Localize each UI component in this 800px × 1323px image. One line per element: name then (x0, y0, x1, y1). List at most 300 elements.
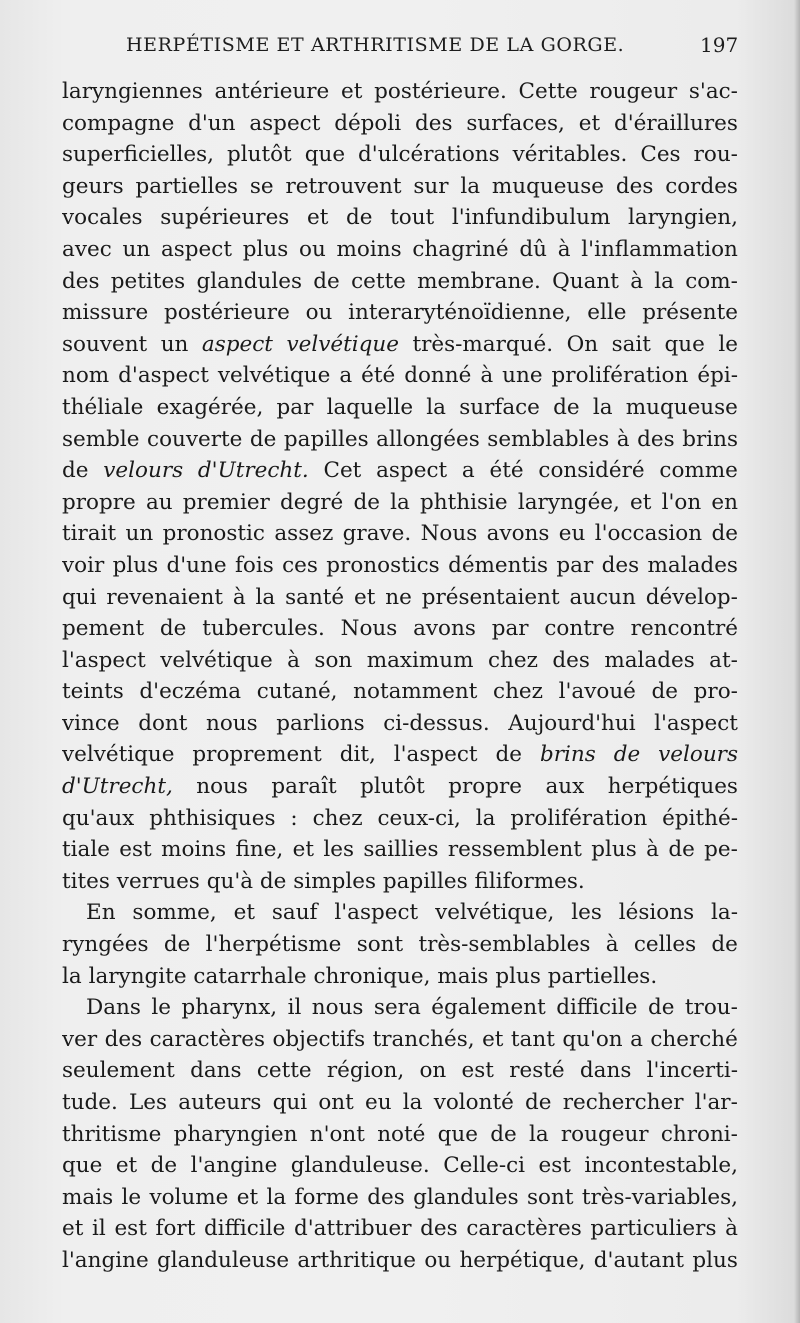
word: le (121, 1184, 142, 1210)
word: se (249, 173, 274, 199)
word: papilles (283, 426, 369, 452)
word: et (306, 205, 329, 231)
word: chroni- (660, 1121, 738, 1147)
word: la (255, 584, 276, 610)
word: velours (103, 458, 184, 484)
text-line (62, 518, 738, 550)
word: l'angine (62, 1247, 149, 1273)
word: qu'aux (62, 805, 135, 831)
word: également (431, 995, 546, 1021)
word: filiformes. (474, 868, 585, 894)
word: on (419, 1058, 447, 1084)
word: que (664, 331, 705, 357)
word: glanduleuse (156, 1247, 290, 1273)
word: grave. (342, 521, 412, 547)
word: de (353, 489, 380, 515)
word: voir (62, 552, 105, 578)
word: d'un (188, 110, 236, 136)
word: de (345, 205, 373, 231)
word: sont (356, 932, 404, 958)
word: phthisie (420, 489, 508, 515)
word: de (163, 932, 191, 958)
word: Nous (420, 521, 478, 547)
word: cordes (665, 173, 738, 199)
word: tirait (62, 521, 117, 547)
word: brins (682, 426, 738, 452)
word: couverte (147, 426, 243, 452)
word: un (160, 331, 189, 357)
word: superficielles, (62, 142, 214, 168)
word: mais (437, 963, 489, 989)
word: petites (110, 268, 186, 294)
body-text (62, 76, 738, 1277)
word: aux (545, 774, 585, 800)
word: l'aspect (654, 710, 738, 736)
text-line (62, 803, 738, 835)
word: noté (377, 1121, 426, 1147)
word: sait (611, 331, 651, 357)
word: d'éraillures (613, 110, 738, 136)
word: at- (709, 647, 738, 673)
word: revenaient (106, 584, 223, 610)
word: la (426, 394, 446, 420)
word: velvétique (62, 742, 175, 768)
word: cette (256, 1058, 312, 1084)
word: tant (510, 1026, 555, 1052)
word: tites (62, 868, 110, 894)
word: contre (544, 616, 615, 642)
word: laryngite (88, 963, 187, 989)
word: seulement (62, 1058, 175, 1084)
word: dont (138, 710, 188, 736)
word: et (236, 1184, 259, 1210)
word: partielles (135, 173, 239, 199)
word: théliale (62, 394, 144, 420)
word: Celle-ci (443, 1153, 526, 1179)
text-line (62, 897, 738, 929)
word: pronostics (326, 552, 440, 578)
word: volume (149, 1184, 229, 1210)
word: sera (373, 995, 421, 1021)
word: véritables. (512, 142, 628, 168)
word: avons (413, 616, 476, 642)
word: la (402, 1090, 423, 1115)
word: la (654, 268, 674, 294)
text-line (62, 392, 738, 424)
word: : (290, 805, 298, 831)
word: tiale (62, 837, 110, 863)
word: aspect (201, 331, 273, 357)
word: des (637, 426, 675, 452)
word: vince (62, 710, 120, 736)
word: On (566, 331, 599, 357)
word: tubercules. (202, 616, 325, 642)
word: pharyngien (173, 1121, 298, 1147)
word: en (711, 489, 738, 515)
word: l'angine (190, 1153, 278, 1179)
word: d'aspect (118, 363, 209, 389)
word: difficile (204, 1216, 286, 1242)
word: ryngées (62, 932, 149, 958)
word: très-marqué. (412, 331, 554, 357)
text-line (62, 866, 738, 898)
word: malades (647, 552, 738, 578)
word: ou (299, 236, 326, 262)
word: à (725, 1216, 738, 1242)
word: herpétiques (607, 774, 738, 800)
word: des (104, 1026, 143, 1052)
word: des (367, 1184, 405, 1210)
word: que (304, 142, 346, 168)
word: rougeur (560, 1121, 649, 1147)
word: des (615, 173, 654, 199)
word: que (62, 1153, 103, 1179)
text-line (62, 1024, 738, 1056)
word: de (651, 679, 679, 705)
word: l'aspect (334, 900, 419, 926)
word: maximum (366, 647, 474, 673)
word: d'autant (593, 1247, 685, 1273)
text-line (62, 1150, 738, 1182)
word: allongées (376, 426, 480, 452)
word: est (119, 837, 152, 863)
word: velvétique, (435, 900, 555, 926)
word: de (553, 394, 580, 420)
word: l'aspect (62, 647, 146, 673)
word: des (601, 552, 640, 578)
word: plus (591, 837, 637, 863)
word: à (630, 268, 644, 294)
word: com- (685, 268, 738, 294)
word: d'ulcérations (358, 142, 500, 168)
word: laryngiennes (62, 79, 203, 104)
word: elle (587, 300, 627, 326)
word: de (647, 995, 675, 1021)
word: objectifs (272, 1026, 366, 1052)
word: Quant (552, 268, 619, 294)
word: aucun (569, 584, 636, 610)
text-line (62, 708, 738, 740)
word: le (718, 331, 738, 357)
word: parlions (276, 710, 365, 736)
word: premier (182, 489, 270, 515)
word: pe- (704, 837, 738, 863)
word: a (339, 363, 353, 389)
word: proprement (192, 742, 322, 768)
word: postérieure. (374, 79, 507, 104)
page-edge-shadow (794, 0, 800, 1323)
word: degré (280, 489, 344, 515)
word: avec (62, 236, 112, 262)
word: somme, (132, 900, 217, 926)
word: donné (404, 363, 472, 389)
word: pro- (693, 679, 738, 705)
word: catarrhale (193, 963, 307, 989)
word: chagriné (412, 236, 509, 262)
word: et (62, 1216, 84, 1242)
word: chez (312, 805, 363, 831)
word: des (420, 1216, 458, 1242)
word: ressemblent (447, 837, 582, 863)
word: rougeur (589, 79, 678, 104)
text-line (62, 108, 738, 140)
word: saillies (363, 837, 439, 863)
word: plutôt (226, 142, 292, 168)
word: surface (459, 394, 540, 420)
word: et (482, 1026, 504, 1052)
word: et (354, 584, 376, 610)
word: difficile (556, 995, 638, 1021)
word: dit, (339, 742, 376, 768)
text-line (62, 360, 738, 392)
word: tout (390, 205, 435, 231)
word: Dans (86, 995, 141, 1021)
text-line (62, 487, 738, 519)
text-line (62, 834, 738, 866)
word: velvétique (286, 331, 399, 357)
word: partielles. (547, 963, 658, 989)
word: est (538, 1153, 571, 1179)
word: rencontré (630, 616, 738, 642)
word: nous (311, 995, 364, 1021)
word: de (495, 742, 523, 768)
word: de (313, 268, 340, 294)
word: sur (413, 173, 449, 199)
word: et (341, 79, 363, 104)
word: de (150, 1153, 178, 1179)
word: d'Utrecht, (62, 774, 173, 800)
word: laryngien, (627, 205, 738, 231)
text-line (62, 771, 738, 803)
word: l'aspect (393, 742, 478, 768)
word: Cet (323, 458, 362, 484)
word: qu'à (206, 868, 254, 894)
text-line (62, 297, 738, 329)
word: eu (558, 521, 586, 547)
word: ceux-ci, (377, 805, 461, 831)
word: de (711, 932, 738, 958)
word: présente (642, 300, 738, 326)
text-line (62, 550, 738, 582)
word: tude. (62, 1090, 118, 1115)
word: interaryténoïdienne, (348, 300, 572, 326)
word: fort (155, 1216, 196, 1242)
text-line (62, 1213, 738, 1245)
word: l'inflammation (581, 236, 738, 262)
word: et (292, 837, 314, 863)
word: cutané, (256, 679, 338, 705)
word: l'herpétisme (205, 932, 342, 958)
word: retrouvent (285, 173, 402, 199)
word: avons (486, 521, 550, 547)
word: les (571, 900, 602, 926)
word: propre (448, 774, 523, 800)
word: la (62, 963, 82, 989)
word: glanduleuse. (290, 1153, 430, 1179)
word: trou- (684, 995, 738, 1021)
text-line (62, 329, 738, 361)
running-head: HERPÉTISME ET ARTHRITISME DE LA GORGE. (126, 34, 625, 56)
text-line (62, 992, 738, 1024)
word: propre (62, 489, 136, 515)
text-line (62, 645, 738, 677)
word: tranchés, (372, 1026, 475, 1052)
word: souvent (62, 331, 148, 357)
word: la (460, 173, 481, 199)
word: la- (711, 900, 738, 926)
word: il (92, 1216, 106, 1242)
word: auteurs (178, 1090, 262, 1115)
text-line (62, 171, 738, 203)
word: nous (205, 710, 258, 736)
word: pronostic (162, 521, 265, 547)
word: En (86, 900, 116, 926)
text-line (62, 1087, 738, 1119)
word: d'Utrecht. (197, 458, 309, 484)
word: dans (579, 1058, 632, 1084)
word: laquelle (326, 394, 414, 420)
word: chez (493, 679, 543, 705)
text-line (62, 582, 738, 614)
word: de (711, 521, 738, 547)
word: l'incerti- (646, 1058, 738, 1084)
word: dépoli (334, 110, 402, 136)
text-line (62, 424, 738, 456)
word: supérieures (160, 205, 290, 231)
word: sauf (271, 900, 318, 926)
word: ont (318, 1090, 354, 1115)
word: été (489, 458, 524, 484)
word: considéré (538, 458, 645, 484)
word: brins (539, 742, 596, 768)
word: ces (282, 552, 318, 578)
word: muqueuse (625, 394, 738, 420)
word: forme (294, 1184, 359, 1210)
word: région, (326, 1058, 405, 1084)
word: à (557, 236, 571, 262)
word: caractères (149, 1026, 265, 1052)
word: glandules (196, 268, 303, 294)
word: laryngée, (517, 489, 620, 515)
word: chez (487, 647, 538, 673)
word: fois (234, 552, 274, 578)
word: pement (62, 616, 145, 642)
word: nom (62, 363, 110, 389)
word: d'eczéma (139, 679, 242, 705)
text-line (62, 1245, 738, 1277)
word: l'infundibulum (451, 205, 611, 231)
text-line (62, 234, 738, 266)
word: il (287, 995, 302, 1021)
word: le (151, 995, 171, 1021)
word: vocales (62, 205, 143, 231)
word: plutôt (360, 774, 425, 800)
word: herpétique, (459, 1247, 586, 1273)
word: de (668, 837, 695, 863)
word: des (414, 110, 453, 136)
word: mais (62, 1184, 114, 1210)
word: plus (495, 963, 541, 989)
word: épi- (697, 363, 738, 389)
word: et (578, 110, 601, 136)
text-line (62, 1055, 738, 1087)
word: membrane. (417, 268, 541, 294)
word: comme (659, 458, 738, 484)
text-line (62, 676, 738, 708)
word: plus (242, 236, 289, 262)
word: santé (285, 584, 345, 610)
word: les (323, 837, 354, 863)
word: incontestable, (584, 1153, 738, 1179)
word: exagérée, (156, 394, 264, 420)
word: semblables (487, 426, 610, 452)
word: par (556, 552, 594, 578)
word: caractères (466, 1216, 582, 1242)
word: teints (62, 679, 124, 705)
word: de (525, 1090, 552, 1115)
word: de (613, 742, 641, 768)
word: thritisme (62, 1121, 162, 1147)
word: cherché (650, 1026, 738, 1052)
word: surfaces, (466, 110, 565, 136)
word: lésions (618, 900, 695, 926)
word: Nous (340, 616, 398, 642)
word: de (62, 458, 89, 484)
word: resté (509, 1058, 565, 1084)
word: prolifération (551, 363, 689, 389)
word: est (114, 1216, 147, 1242)
word: volonté (433, 1090, 514, 1115)
word: très-variables, (581, 1184, 738, 1210)
text-line (62, 76, 738, 108)
word: Ces (640, 142, 681, 168)
text-line (62, 1182, 738, 1214)
word: cette (351, 268, 406, 294)
word: fine, (235, 837, 284, 863)
word: velvétique (160, 647, 273, 673)
word: semble (62, 426, 140, 452)
text-line (62, 929, 738, 961)
text-line (62, 266, 738, 298)
word: plus (692, 1247, 738, 1273)
word: ne (385, 584, 412, 610)
word: particuliers (590, 1216, 717, 1242)
word: l'on (661, 489, 702, 515)
word: de (259, 868, 287, 894)
word: à (232, 584, 246, 610)
word: des (62, 268, 100, 294)
word: chronique, (313, 963, 431, 989)
word: velours (658, 742, 738, 768)
text-line (62, 613, 738, 645)
word: est (461, 1058, 494, 1084)
word: Aujourd'hui (508, 710, 636, 736)
word: muqueuse (491, 173, 605, 199)
word: son (314, 647, 353, 673)
word: épithé- (662, 805, 738, 831)
word: à (287, 647, 300, 673)
word: velvétique (217, 363, 331, 389)
word: et (233, 900, 255, 926)
word: à (605, 932, 619, 958)
word: Les (129, 1090, 168, 1115)
word: et (630, 489, 652, 515)
word: la (528, 1121, 549, 1147)
word: l'avoué (558, 679, 636, 705)
word: antérieure (214, 79, 330, 104)
word: d'attribuer (293, 1216, 412, 1242)
word: et (115, 1153, 138, 1179)
